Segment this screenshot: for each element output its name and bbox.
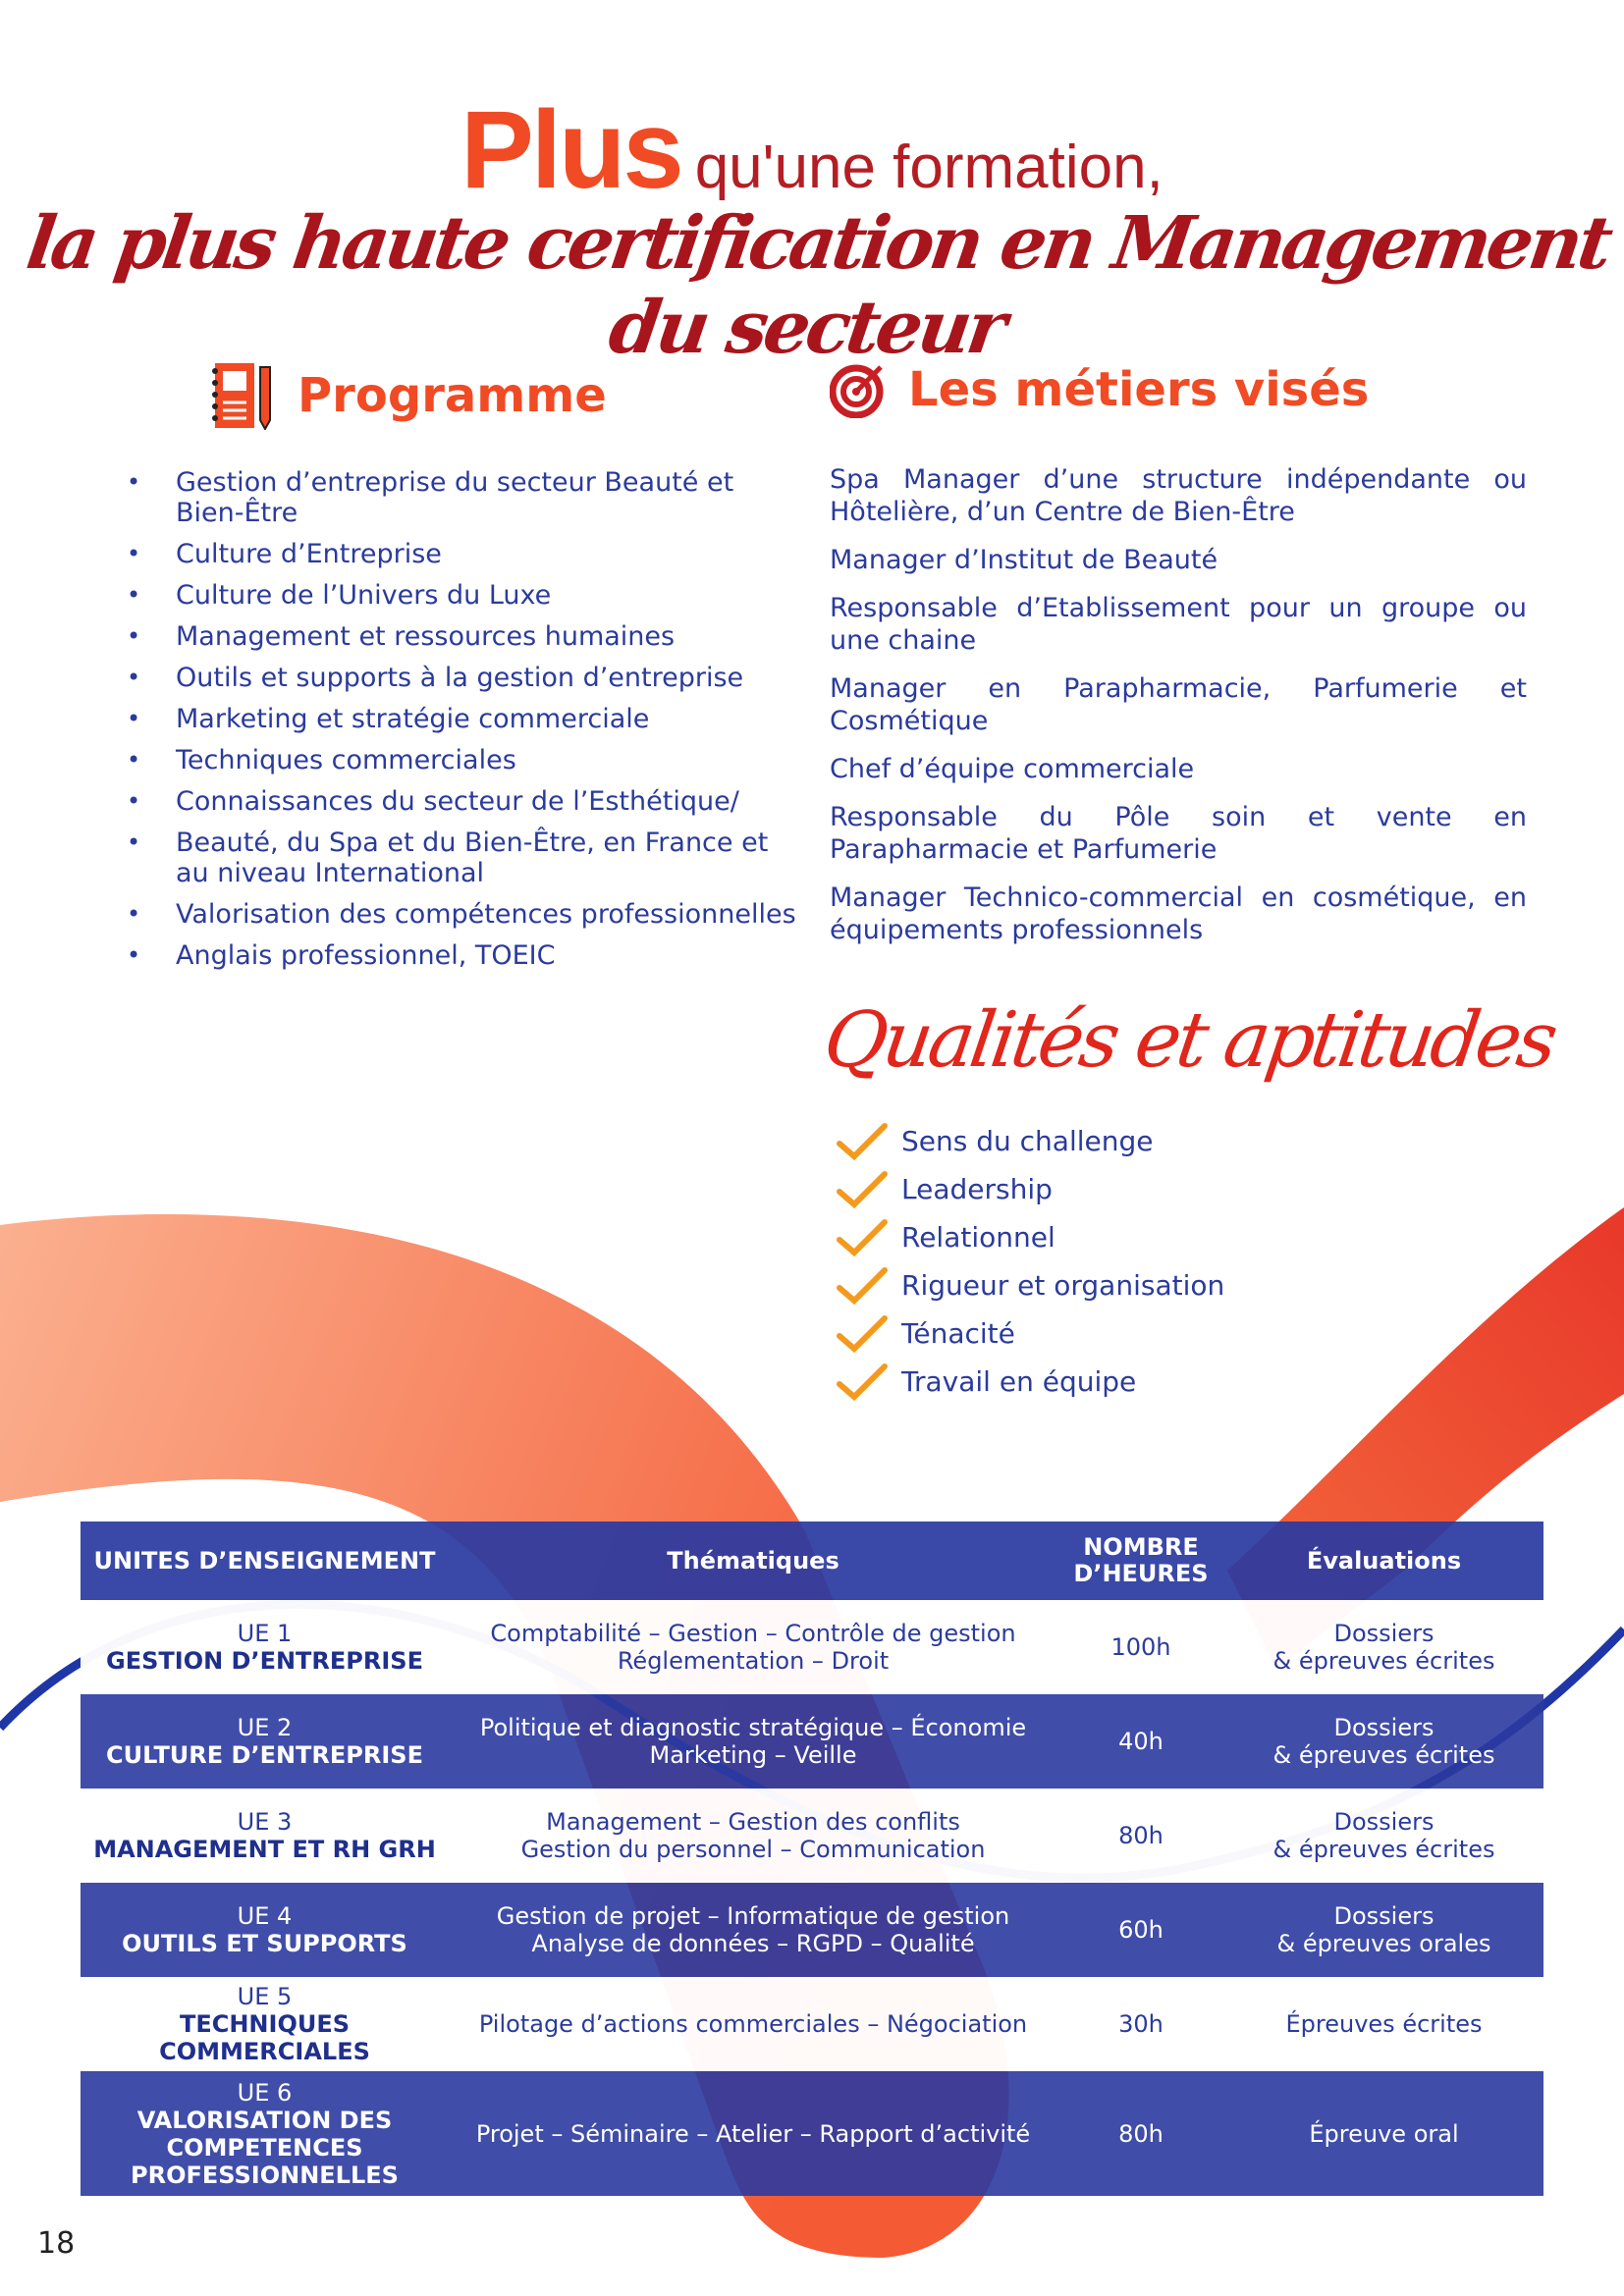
col-header-hours: NOMBRE D’HEURES [1057, 1522, 1224, 1600]
cell-eval [1224, 1789, 1543, 1883]
cell-eval [1224, 2071, 1543, 2196]
ue-name: MANAGEMENT ET RH GRH [93, 1836, 436, 1863]
qualite-label: Leadership [901, 1173, 1053, 1205]
col-header-eval: Évaluations [1224, 1522, 1543, 1600]
checkmark-icon [837, 1122, 888, 1161]
programme-title: Programme [298, 368, 607, 423]
cell-ue [81, 1883, 449, 1977]
qualites-title: Qualités et aptitudes [818, 996, 1559, 1085]
list-item [837, 1165, 1224, 1213]
qualites-list [837, 1117, 1224, 1406]
eval-line: & épreuves orales [1276, 1930, 1491, 1957]
cell-hours [1057, 1977, 1224, 2071]
cell-ue [81, 1977, 449, 2071]
cell-eval [1224, 1977, 1543, 2071]
theme-line: Management – Gestion des conflits [546, 1808, 960, 1836]
list-item: Responsable d’Etablissement pour un groupe ou une chaine [830, 593, 1527, 656]
theme-line: Politique et diagnostic stratégique – Économie [479, 1714, 1027, 1741]
list-item: • Culture d’Entreprise [123, 539, 800, 569]
eval-line: & épreuves écrites [1272, 1647, 1495, 1675]
checkmark-icon [837, 1170, 888, 1209]
ue-name: TECHNIQUES COMMERCIALES [159, 2010, 370, 2065]
cell-ue [81, 1789, 449, 1883]
cell-hours [1057, 1883, 1224, 1977]
list-item: • Marketing et stratégie commerciale [123, 704, 800, 734]
list-item: • Techniques commerciales [123, 745, 800, 775]
ue-name: GESTION D’ENTREPRISE [106, 1647, 423, 1675]
theme-line: Gestion de projet – Informatique de gestion [496, 1902, 1010, 1930]
cell-hours [1057, 1789, 1224, 1883]
list-item [837, 1309, 1224, 1358]
eval-line: Épreuves écrites [1285, 2010, 1483, 2038]
list-item: Chef d’équipe commerciale [830, 754, 1195, 784]
cell-eval [1224, 1600, 1543, 1694]
theme-line: Projet – Séminaire – Atelier – Rapport d’activité [475, 2119, 1031, 2148]
col-header-themes: Thématiques [449, 1522, 1057, 1600]
metiers-list [830, 463, 1527, 962]
list-item: • Beauté, du Spa et du Bien-Être, en France et au niveau International [123, 828, 800, 888]
page-number: 18 [37, 2226, 76, 2261]
qualite-label: Relationnel [901, 1221, 1056, 1254]
ue-code: UE 4 [237, 1902, 293, 1930]
title-rest: qu'une formation, [694, 133, 1164, 201]
list-item: • Gestion d’entreprise du secteur Beauté et Bien-Être [123, 467, 800, 528]
list-item [837, 1358, 1224, 1406]
theme-line: Comptabilité – Gestion – Contrôle de gestion [490, 1620, 1016, 1647]
list-item: • Outils et supports à la gestion d’entreprise [123, 663, 800, 693]
table-row [81, 1694, 1543, 1789]
checkmark-icon [837, 1314, 888, 1354]
cell-ue [81, 1694, 449, 1789]
checkmark-icon [837, 1266, 888, 1306]
theme-line: Gestion du personnel – Communication [520, 1836, 986, 1863]
cell-hours [1057, 1694, 1224, 1789]
qualite-label: Travail en équipe [901, 1365, 1137, 1398]
list-item [837, 1213, 1224, 1261]
table-row [81, 2071, 1543, 2196]
list-item [837, 1117, 1224, 1165]
cell-themes [449, 1977, 1057, 2071]
ue-name: CULTURE D’ENTREPRISE [106, 1741, 423, 1769]
cell-themes [449, 1883, 1057, 1977]
table-row [81, 1789, 1543, 1883]
cell-eval [1224, 1694, 1543, 1789]
cell-hours [1057, 1600, 1224, 1694]
table-row [81, 1977, 1543, 2071]
programme-heading [211, 361, 607, 430]
table-row [81, 1883, 1543, 1977]
qualite-label: Rigueur et organisation [901, 1269, 1225, 1302]
title-bold: Plus [460, 88, 681, 211]
qualite-label: Sens du challenge [901, 1125, 1154, 1157]
list-item: • Anglais professionnel, TOEIC [123, 940, 800, 971]
list-item: • Culture de l’Univers du Luxe [123, 580, 800, 611]
eval-line: Épreuve oral [1309, 2119, 1459, 2148]
checkmark-icon [837, 1218, 888, 1257]
theme-line: Marketing – Veille [649, 1741, 857, 1769]
eval-line: Dossiers [1333, 1714, 1435, 1741]
cell-ue [81, 2071, 449, 2196]
checkmark-icon [837, 1362, 888, 1402]
theme-line: Analyse de données – RGPD – Qualité [531, 1930, 975, 1957]
eval-line: & épreuves écrites [1272, 1836, 1495, 1863]
script-subtitle: la plus haute certification en Management du secteur [22, 201, 1614, 370]
list-item: Manager Technico-commercial en cosmétique, en équipements professionnels [830, 882, 1527, 945]
list-item: • Connaissances du secteur de l’Esthétique/ [123, 786, 800, 817]
cell-themes [449, 1694, 1057, 1789]
hours: 40h [1118, 1728, 1164, 1755]
qualite-label: Ténacité [901, 1317, 1015, 1350]
list-item: • Management et ressources humaines [123, 621, 800, 652]
notebook-pencil-icon [211, 361, 276, 430]
table-header [81, 1522, 1543, 1600]
ue-code: UE 2 [237, 1714, 293, 1741]
list-item [837, 1261, 1224, 1309]
hours: 80h [1118, 1822, 1164, 1849]
hours: 30h [1118, 2010, 1164, 2038]
curriculum-table [81, 1522, 1543, 2196]
list-item: Responsable du Pôle soin et vente en Parapharmacie et Parfumerie [830, 802, 1527, 865]
list-item: Manager en Parapharmacie, Parfumerie et Cosmétique [830, 673, 1527, 736]
col-header-ue: UNITES D’ENSEIGNEMENT [81, 1522, 449, 1600]
ue-name: VALORISATION DES COMPETENCES PROFESSIONNELLES [131, 2106, 399, 2189]
ue-code: UE 6 [237, 2078, 293, 2107]
cell-themes [449, 1789, 1057, 1883]
cell-themes [449, 2071, 1057, 2196]
ue-name: OUTILS ET SUPPORTS [122, 1930, 407, 1957]
page-title [0, 86, 1624, 213]
eval-line: Dossiers [1333, 1808, 1435, 1836]
list-item: Manager d’Institut de Beauté [830, 545, 1218, 575]
metiers-heading [830, 361, 1369, 418]
eval-line: Dossiers [1333, 1902, 1435, 1930]
target-icon [830, 361, 887, 418]
ue-code: UE 1 [237, 1620, 293, 1647]
cell-hours [1057, 2071, 1224, 2196]
eval-line: & épreuves écrites [1272, 1741, 1495, 1769]
programme-list [123, 467, 800, 982]
ue-code: UE 3 [237, 1808, 293, 1836]
list-item: Spa Manager d’une structure indépendante ou Hôtelière, d’un Centre de Bien-Être [830, 464, 1527, 527]
cell-ue [81, 1600, 449, 1694]
theme-line: Réglementation – Droit [617, 1647, 890, 1675]
metiers-title: Les métiers visés [908, 362, 1370, 417]
eval-line: Dossiers [1333, 1620, 1435, 1647]
hours: 100h [1110, 1633, 1171, 1661]
cell-themes [449, 1600, 1057, 1694]
hours: 60h [1118, 1916, 1164, 1944]
theme-line: Pilotage d’actions commerciales – Négociation [478, 2010, 1028, 2038]
ue-code: UE 5 [237, 1983, 293, 2010]
list-item: • Valorisation des compétences professionnelles [123, 899, 800, 930]
cell-eval [1224, 1883, 1543, 1977]
table-row [81, 1600, 1543, 1694]
hours: 80h [1118, 2119, 1164, 2148]
